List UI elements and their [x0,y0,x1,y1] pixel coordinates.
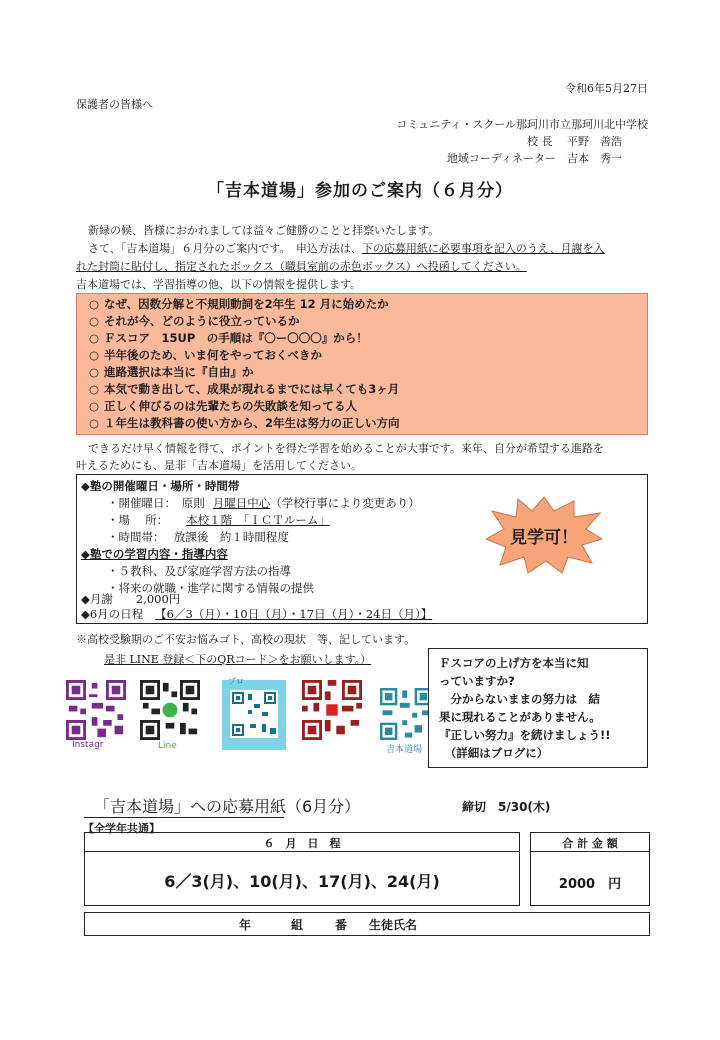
qr-label: ブロ [228,677,244,686]
content-heading: ◆塾での学習内容・指導内容 [81,547,228,561]
qr-label: Line [158,741,177,751]
blog-line: 分からないままの努力は 結 [439,692,600,706]
student-name-label: 生徒氏名 [369,918,418,932]
page-title: 「吉本道場」参加のご案内（６月分） [207,181,513,201]
total-value: 2000 円 [558,877,622,892]
number-label: 番 [335,918,348,932]
note: ※高校受験期のご不安お悩みゴト、高校の現状 等、記しています。 [76,633,416,646]
divider [85,851,519,852]
intro-line-4: 吉本道場では、学習指導の他、以下の情報を提供します。 [76,278,362,291]
grade-label: 年 [239,918,252,932]
schedule-time: ・時間帯： 放課後 約１時間程度 [107,530,289,544]
date: 令和6年5月27日 [565,82,648,95]
blog-line: 果に現れることがありません。 [439,710,601,724]
addressee: 保護者の皆様へ [76,98,153,111]
youtube-qr-icon[interactable] [302,680,362,740]
divider [531,851,649,852]
list-item: ○ 本気で動き出して、成果が現れるまでには早くても3ヶ月 [89,382,400,396]
deadline: 締切 5/30(木) [462,800,551,814]
total-table [530,832,650,906]
visit-ok-badge [484,495,604,575]
list-item: ○ 進路選択は本当に『自由』か [89,365,254,379]
list-item: ○ 半年後のため、いま何をやっておくべきか [89,348,323,362]
list-item: ○ 正しく伸びるのは先輩たちの失敗談を知ってる人 [89,399,357,413]
list-item: ○ Ｆスコア 15UP の手順は『〇ー〇〇〇』から！ [89,331,368,345]
yoshimoto-dojo-qr-icon[interactable] [380,688,432,740]
coordinator: 地域コーディネーター 吉本 秀一 [446,152,622,165]
schedule-value: 6／3(月)、10(月)、17(月)、24(月) [164,872,440,891]
intro-line-1: 新緑の候、皆様におかれましては益々ご健勝のことと拝察いたします。 [88,224,440,237]
list-item: ○ それが今、どのように役立っているか [89,314,300,328]
encourage-line-1: できるだけ早く情報を得て、ポイントを得た学習を始めることが大事です。来年、自分が希望する進路を [88,442,604,455]
intro-line-2 [88,240,605,256]
info-highlight-box [76,293,648,435]
blog-line: 『正しい努力』を続けましょう!! [439,728,611,742]
qr-label: 吉本道場 [386,745,423,755]
line-qr-icon[interactable] [140,680,200,740]
schedule-header: ６ 月 日 程 [263,837,341,850]
blog-line: Ｆスコアの上げ方を本当に知 [439,656,589,670]
divider [84,817,284,818]
principal: 校 長 平野 善浩 [527,135,622,148]
blog-promo-box [428,648,648,768]
schedule-day: ・開催曜日： 原則 月曜日中心（学校行事により変更あり） [107,496,420,510]
class-label: 組 [291,918,304,932]
total-header: 合 計 金 額 [562,837,618,850]
visit-ok-text: 見学可！ [510,528,578,548]
content-item-2: ・将来の就職・進学に関する情報の提供 [107,581,314,595]
instagram-qr-icon[interactable] [66,680,126,740]
intro-line-3: れた封筒に貼付し、指定されたボックス（職員室前の赤色ボックス）へ投函してください。 [76,260,527,273]
line-register: 是非 LINE 登録＜下のQRコード＞をお願いします。） [104,653,372,666]
all-grades-label: 【全学年共通】 [83,822,160,835]
encourage-line-2: 叶えるためにも、是非「吉本道場」を活用してください。 [76,459,362,472]
school-name: コミュニティ・スクール那珂川市立那珂川北中学校 [396,118,648,131]
intro-line-2b: 下の応募用紙に必要事項を記入のうえ、月謝を入 [361,242,605,255]
form-title: 「吉本道場」への応募用紙（6月分） [94,797,361,816]
blog-line: （詳細はブログに） [439,746,549,760]
schedule-table [84,832,520,906]
student-info-row [84,912,650,936]
schedule-heading: ◆塾の開催曜日・場所・時間帯 [81,479,240,493]
list-item: ○ なぜ、因数分解と不規則動詞を2年生 12 月に始めたか [89,297,389,311]
fee: ◆月謝 2,000円 [81,592,181,606]
content-item-1: ・５教科、及び家庭学習方法の指導 [107,564,291,578]
june-dates: ◆6月の日程 【6／3（月）・10日（月）・17日（月）・24日（月）】 [81,607,433,621]
list-item: ○ １年生は教科書の使い方から、2年生は努力の正しい方向 [89,416,400,430]
schedule-place: ・場 所： 本校１階 「ＩＣＴルーム」 [107,513,330,527]
qr-label: Instagr [72,740,104,750]
blog-qr-icon[interactable] [222,680,286,750]
blog-line: っていますか? [439,674,515,688]
intro-line-2a: さて、「吉本道場」６月分のご案内です。 申込方法は、 [88,242,362,255]
